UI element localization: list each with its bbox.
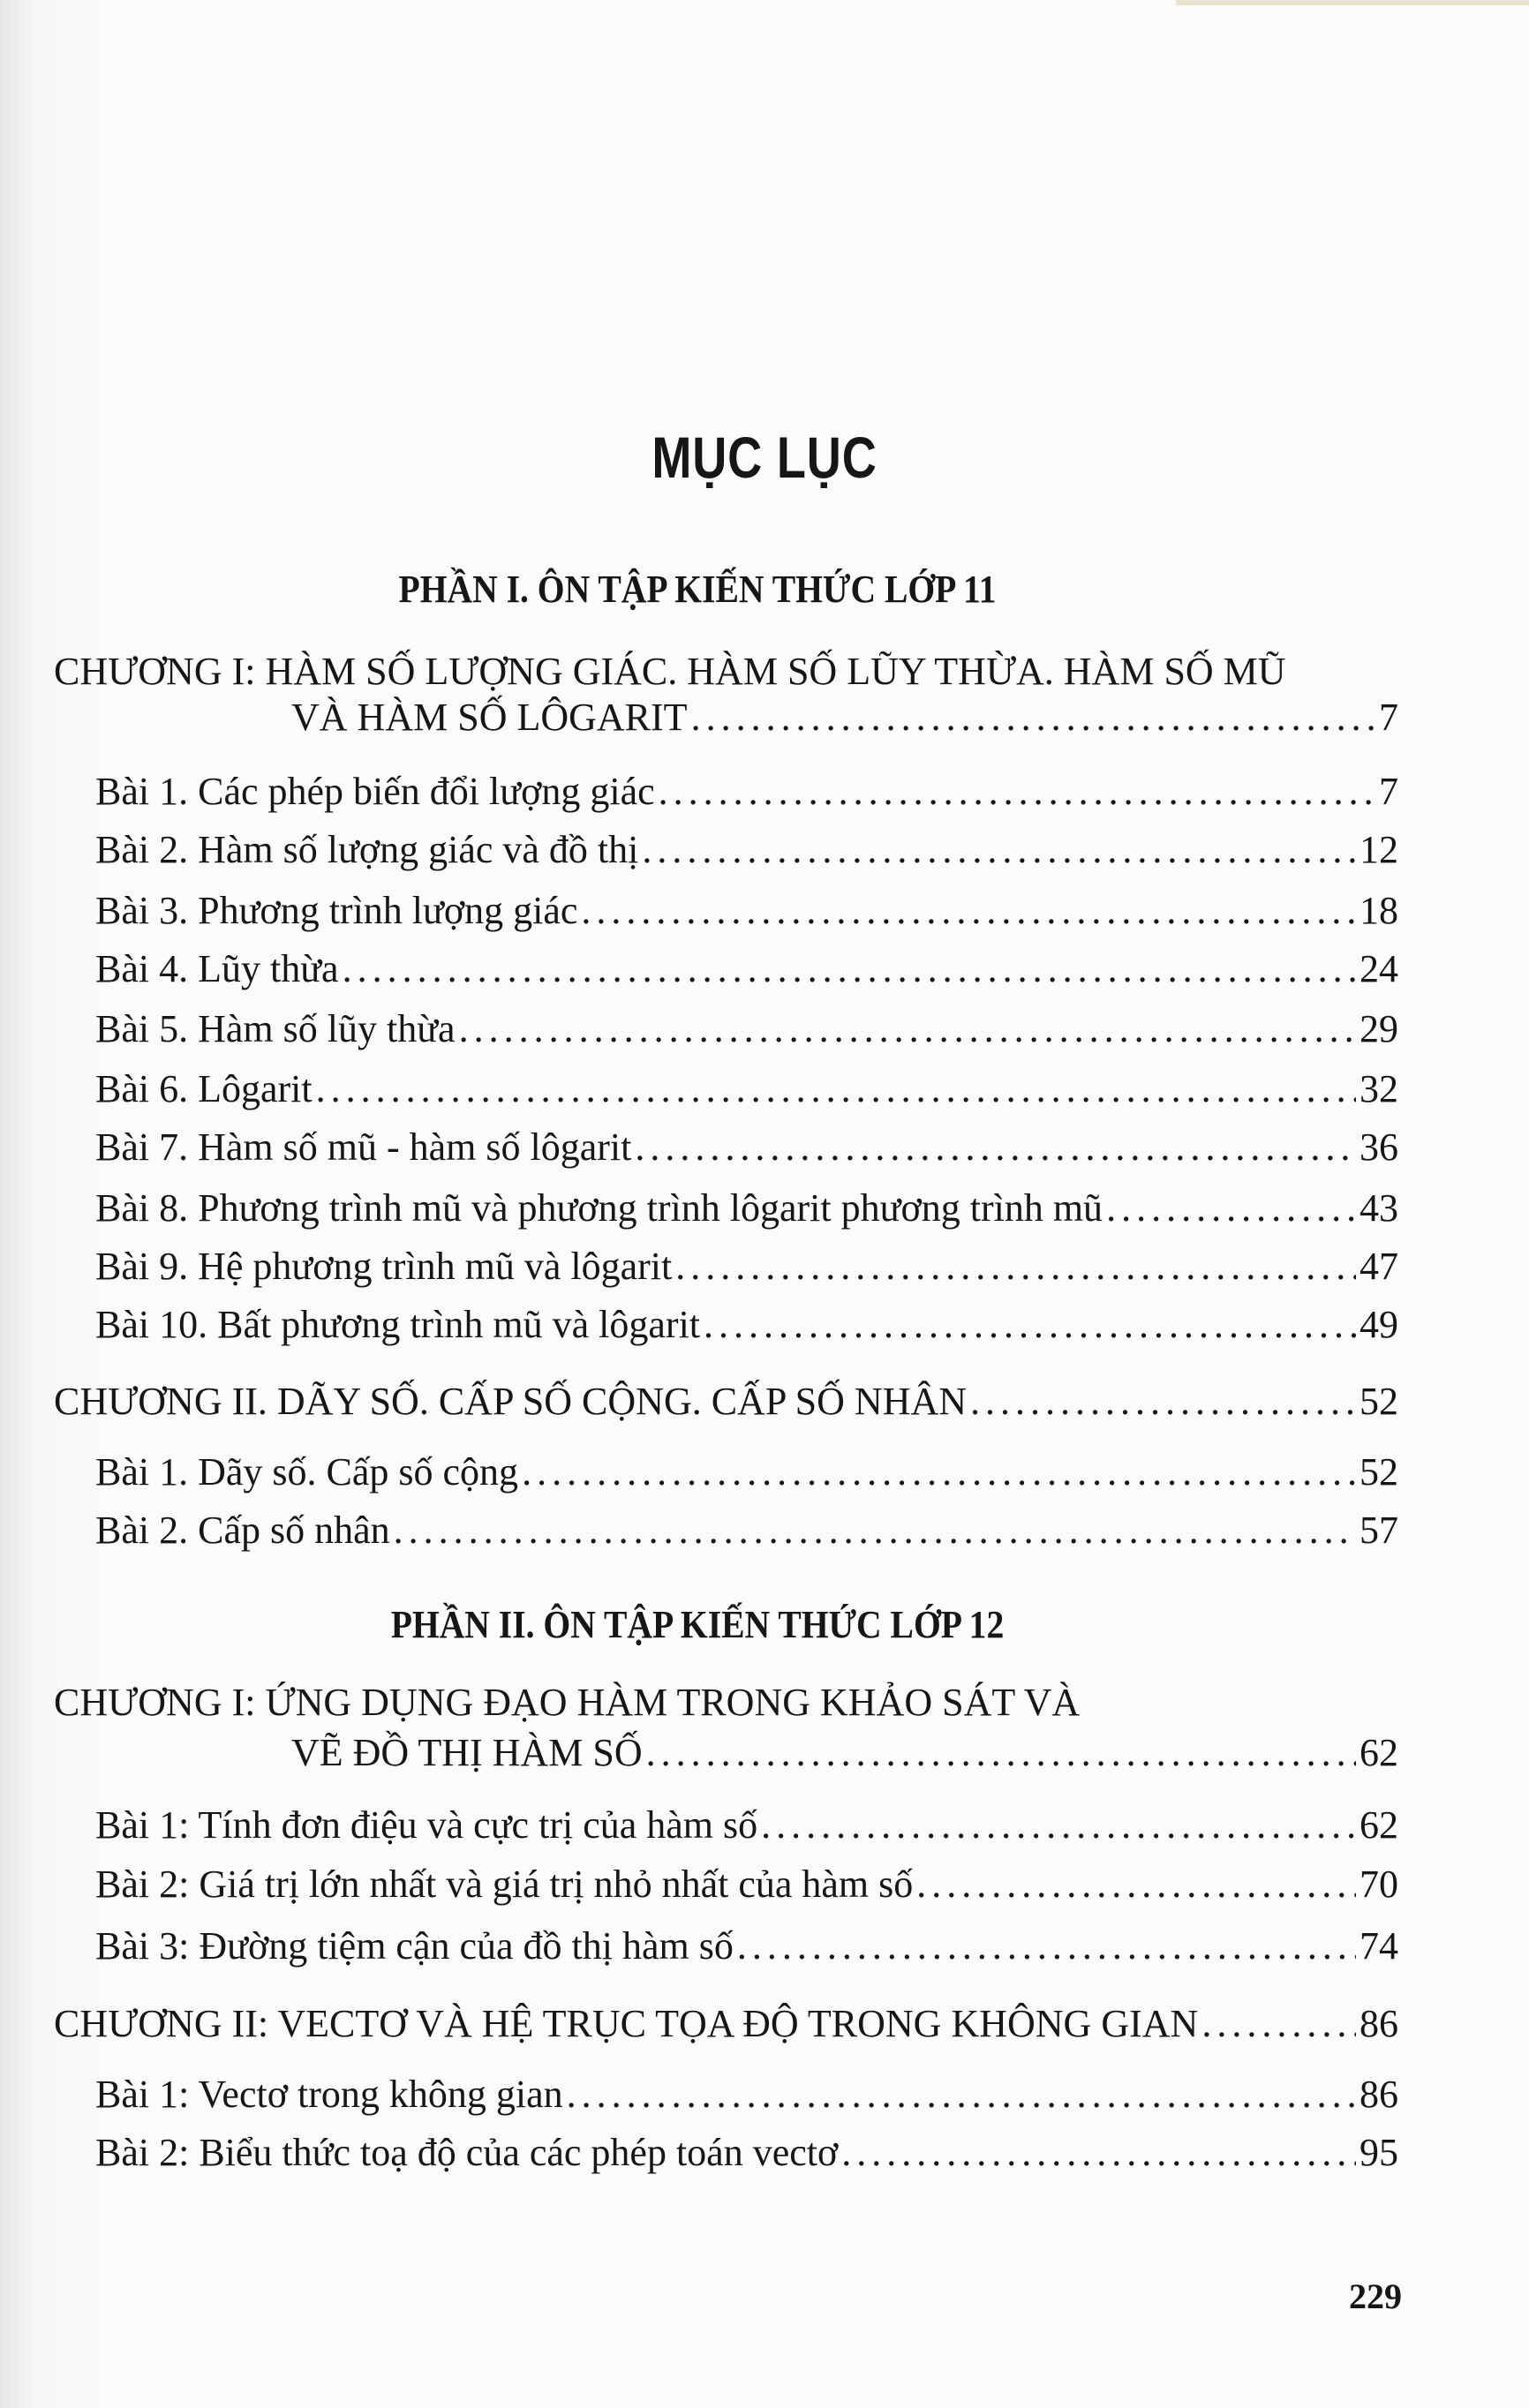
entry-label: VẼ ĐỒ THỊ HÀM SỐ	[291, 1731, 643, 1774]
dot-leader	[394, 1508, 1356, 1553]
toc-entry-lesson[interactable]	[95, 1066, 1398, 1111]
entry-page: 74	[1360, 1924, 1398, 1968]
entry-page: 57	[1360, 1509, 1398, 1552]
toc-entry-lesson[interactable]	[95, 1923, 1398, 1968]
entry-label: Bài 5. Hàm số lũy thừa	[95, 1007, 456, 1050]
dot-leader	[646, 1730, 1356, 1775]
page-edge	[1176, 0, 1529, 5]
entry-page: 7	[1379, 696, 1398, 739]
toc-entry-lesson[interactable]	[95, 1449, 1398, 1494]
toc-entry-lesson[interactable]	[95, 1508, 1398, 1553]
toc-entry-lesson[interactable]	[95, 946, 1398, 991]
entry-page: 7	[1379, 770, 1398, 813]
entry-label: Bài 4. Lũy thừa	[95, 947, 339, 990]
entry-page: 18	[1360, 889, 1398, 932]
dot-leader	[459, 1006, 1356, 1051]
page-title: MỤC LỤC	[652, 425, 877, 490]
entry-label: Bài 8. Phương trình mũ và phương trình lôgarit phương trình mũ	[95, 1186, 1103, 1230]
dot-leader	[1201, 2001, 1356, 2046]
entry-label: Bài 3. Phương trình lượng giác	[95, 889, 578, 932]
entry-label: Bài 10. Bất phương trình mũ và lôgarit	[95, 1303, 701, 1346]
dot-leader	[675, 1244, 1356, 1289]
entry-label: CHƯƠNG II: VECTƠ VÀ HỆ TRỤC TỌA ĐỘ TRONG KHÔNG GIAN	[54, 2002, 1199, 2045]
toc-entry-lesson[interactable]	[95, 769, 1398, 814]
dot-leader	[343, 946, 1356, 991]
entry-page: 32	[1360, 1067, 1398, 1110]
dot-leader	[1106, 1185, 1356, 1230]
entry-label: Bài 7. Hàm số mũ - hàm số lôgarit	[95, 1125, 632, 1169]
dot-leader	[737, 1923, 1356, 1968]
dot-leader	[581, 888, 1356, 933]
entry-label: Bài 1: Tính đơn điệu và cực trị của hàm số	[95, 1803, 758, 1847]
entry-label: Bài 1: Vectơ trong không gian	[95, 2073, 563, 2116]
dot-leader	[642, 827, 1356, 872]
toc-entry-lesson[interactable]	[95, 888, 1398, 933]
entry-page: 62	[1360, 1731, 1398, 1774]
toc-entry-lesson[interactable]	[95, 827, 1398, 872]
entry-label: VÀ HÀM SỐ LÔGARIT	[291, 696, 688, 739]
dot-leader	[704, 1302, 1356, 1347]
entry-label: Bài 1. Các phép biến đổi lượng giác	[95, 770, 655, 813]
toc-entry-lesson[interactable]	[95, 1862, 1398, 1907]
toc-entry-lesson[interactable]	[95, 1185, 1398, 1230]
toc-entry-lesson[interactable]	[95, 2130, 1398, 2175]
dot-leader	[691, 695, 1375, 740]
entry-page: 52	[1360, 1450, 1398, 1494]
entry-page: 62	[1360, 1803, 1398, 1847]
entry-page: 49	[1360, 1303, 1398, 1346]
part-1-heading: PHẦN I. ÔN TẬP KIẾN THỨC LỚP 11	[398, 568, 997, 611]
toc-entry-lesson[interactable]	[95, 1802, 1398, 1847]
dot-leader	[567, 2072, 1356, 2117]
part-2-heading: PHẦN II. ÔN TẬP KIẾN THỨC LỚP 12	[390, 1603, 1005, 1646]
entry-label: CHƯƠNG II. DÃY SỐ. CẤP SỐ CỘNG. CẤP SỐ NHÂN	[54, 1380, 968, 1423]
entry-page: 52	[1360, 1380, 1398, 1423]
toc-entry-lesson[interactable]	[95, 2072, 1398, 2117]
dot-leader	[316, 1066, 1356, 1111]
toc-entry-lesson[interactable]	[95, 1006, 1398, 1051]
page-number: 229	[1349, 2276, 1402, 2316]
chapter-1-title: CHƯƠNG I: HÀM SỐ LƯỢNG GIÁC. HÀM SỐ LŨY THỪA. HÀM SỐ MŨ	[54, 650, 1286, 693]
entry-page: 86	[1360, 2073, 1398, 2116]
dot-leader	[659, 769, 1375, 814]
entry-page: 95	[1360, 2131, 1398, 2174]
dot-leader	[970, 1379, 1356, 1424]
dot-leader	[841, 2130, 1356, 2175]
entry-label: Bài 1. Dãy số. Cấp số cộng	[95, 1450, 519, 1494]
entry-page: 43	[1360, 1186, 1398, 1230]
toc-entry-lesson[interactable]	[95, 1125, 1398, 1170]
dot-leader	[761, 1802, 1356, 1847]
entry-page: 12	[1360, 828, 1398, 871]
entry-page: 47	[1360, 1245, 1398, 1288]
entry-label: Bài 9. Hệ phương trình mũ và lôgarit	[95, 1245, 673, 1288]
toc-entry-chapter[interactable]	[291, 1730, 1398, 1775]
entry-label: Bài 3: Đường tiệm cận của đồ thị hàm số	[95, 1924, 734, 1968]
dot-leader	[522, 1449, 1356, 1494]
dot-leader	[635, 1125, 1356, 1170]
entry-page: 86	[1360, 2002, 1398, 2045]
toc-entry-chapter[interactable]	[291, 695, 1398, 740]
entry-label: Bài 2: Biểu thức toạ độ của các phép toán vectơ	[95, 2131, 839, 2174]
chapter-1-title: CHƯƠNG I: ỨNG DỤNG ĐẠO HÀM TRONG KHẢO SÁT VÀ	[54, 1681, 1081, 1724]
toc-entry-chapter[interactable]	[54, 1379, 1398, 1424]
entry-label: Bài 2. Hàm số lượng giác và đồ thị	[95, 828, 639, 871]
toc-entry-chapter[interactable]	[54, 2001, 1398, 2046]
entry-label: Bài 2: Giá trị lớn nhất và giá trị nhỏ nhất của hàm số	[95, 1862, 914, 1906]
dot-leader	[916, 1862, 1356, 1907]
entry-page: 36	[1360, 1125, 1398, 1169]
entry-page: 70	[1360, 1862, 1398, 1906]
toc-entry-lesson[interactable]	[95, 1302, 1398, 1347]
toc-entry-lesson[interactable]	[95, 1244, 1398, 1289]
entry-label: Bài 2. Cấp số nhân	[95, 1509, 390, 1552]
entry-label: Bài 6. Lôgarit	[95, 1067, 313, 1110]
entry-page: 24	[1360, 947, 1398, 990]
entry-page: 29	[1360, 1007, 1398, 1050]
